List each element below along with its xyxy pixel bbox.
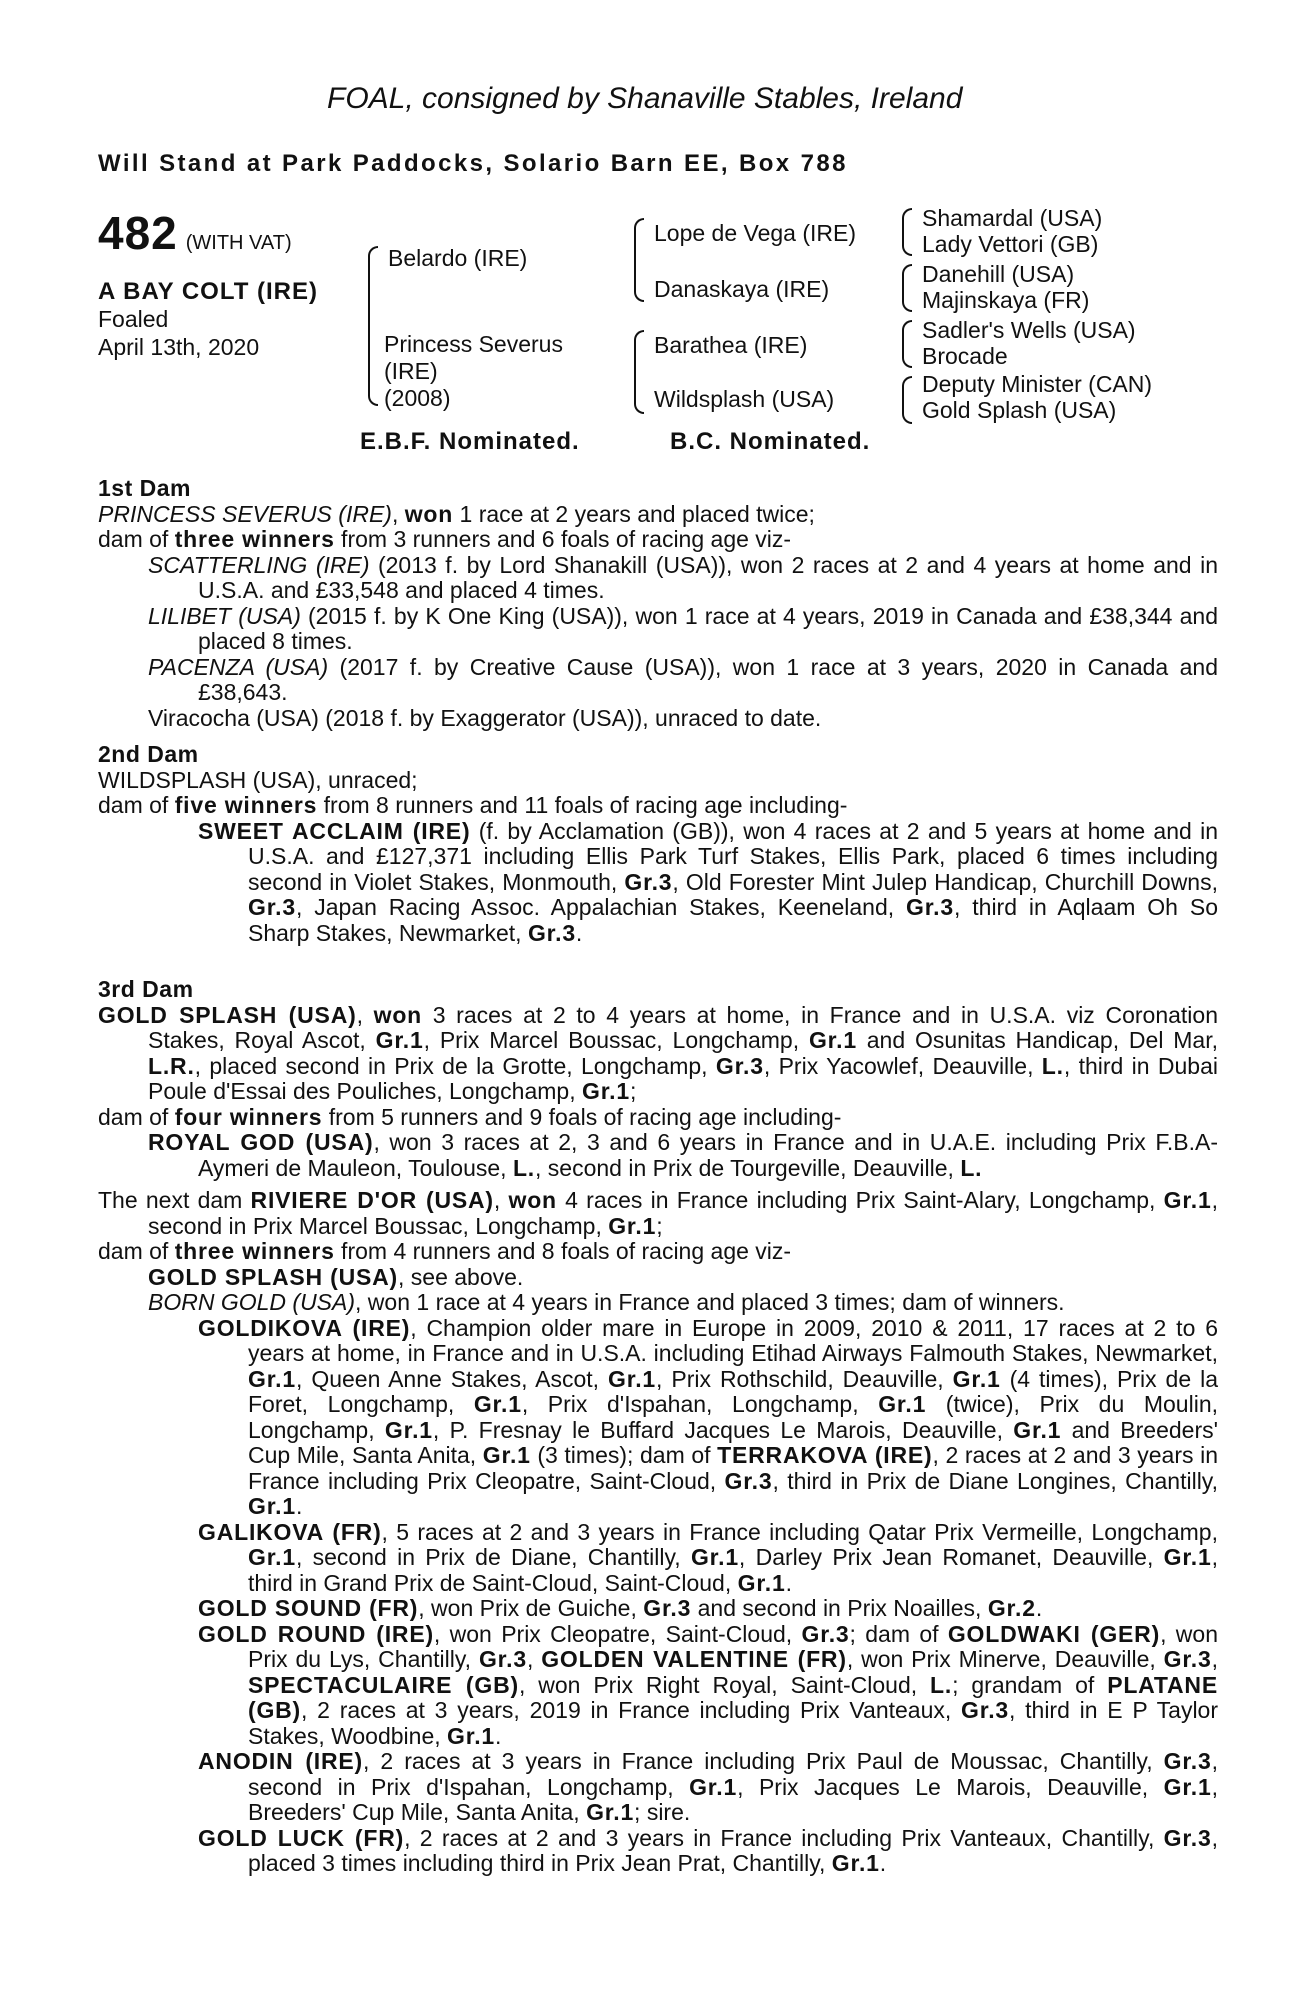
next-dam-produce: dam of three winners from 4 runners and 8 foals of racing age viz- — [98, 1238, 792, 1264]
second-dam-section — [98, 742, 1218, 946]
sire-name: Belardo (IRE) — [388, 245, 528, 271]
produce-item: PACENZA (USA) (2017 f. by Creative Cause (USA)), won 1 race at 3 years, 2020 in Canada and £38,643. — [148, 653, 1218, 705]
third-dam-title: 3rd Dam — [98, 976, 194, 1002]
brace-col3b — [902, 264, 912, 312]
gg-8: Gold Splash (USA) — [922, 397, 1117, 423]
brace-col2b — [634, 330, 644, 414]
lot-heading — [98, 206, 292, 260]
foaled-label: Foaled — [98, 306, 169, 332]
next-dam-section — [98, 1188, 1218, 1877]
gg-5: Sadler's Wells (USA) — [922, 317, 1136, 343]
dam-name-line1: Princess Severus — [384, 331, 563, 357]
gg-1: Shamardal (USA) — [922, 205, 1103, 231]
first-dam-produce: dam of three winners from 3 runners and 6 foals of racing age viz- — [98, 526, 792, 552]
bc-nominated: B.C. Nominated. — [670, 428, 871, 455]
foaled-date: April 13th, 2020 — [98, 334, 260, 360]
brace-col3c — [902, 320, 912, 368]
gg-3: Danehill (USA) — [922, 261, 1075, 287]
second-dam-produce: dam of five winners from 8 runners and 11 foals of racing age including- — [98, 792, 848, 818]
consignment-line: FOAL, consigned by Shanaville Stables, Ireland — [327, 82, 963, 115]
ebf-nominated: E.B.F. Nominated. — [360, 428, 580, 455]
produce-item: LILIBET (USA) (2015 f. by K One King (USA)), won 1 race at 4 years, 2019 in Canada and £38,344 and placed 8 times. — [148, 602, 1218, 654]
gg-7: Deputy Minister (CAN) — [922, 371, 1153, 397]
brace-col2a — [634, 218, 644, 302]
sire-sire: Lope de Vega (IRE) — [654, 220, 857, 246]
produce-item: GALIKOVA (FR), 5 races at 2 and 3 years in France including Qatar Prix Vermeille, Longchamp, Gr.1, second in Prix de Diane, Chantilly, Gr.1, Darley Prix Jean Romanet, Deauville, Gr.1, third in Grand Prix de Saint-Cloud, Saint-Cloud, Gr.1. — [198, 1518, 1218, 1596]
produce-item: GOLD SOUND (FR), won Prix de Guiche, Gr.3 and second in Prix Noailles, Gr.2. — [198, 1595, 1043, 1621]
dam-name-line2: (IRE) — [384, 358, 438, 384]
dam-name-line3: (2008) — [384, 385, 451, 411]
lot-number: 482 — [98, 207, 178, 259]
produce-item: GOLD LUCK (FR), 2 races at 2 and 3 years in France including Prix Vanteaux, Chantilly, Gr.3, placed 3 times including third in Prix Jean Prat, Chantilly, Gr.1. — [198, 1824, 1218, 1876]
produce-item: GOLDIKOVA (IRE), Champion older mare in Europe in 2009, 2010 & 2011, 17 races at 2 to 6 years at home, in France and in U.S.A. including Etihad Airways Falmouth Stakes, Newmarket, Gr.1, Queen Anne Stakes, Ascot, Gr.1, Prix Rothschild, Deauville, Gr.1 (4 times), Prix de la Foret, Longchamp, Gr.1, Prix d'Ispahan, Longchamp, Gr.1 (twice), Prix du Moulin, Longchamp, Gr.1, P. Fresnay le Buffard Jacques Le Marois, Deauville, Gr.1 and Breeders' Cup Mile, Santa Anita, Gr.1 (3 times); dam of TERRAKOVA (IRE), 2 races at 2 and 3 years in France including Prix Cleopatre, Saint-Cloud, Gr.3, third in Prix de Diane Longines, Chantilly, Gr.1. — [198, 1314, 1219, 1519]
produce-item: ROYAL GOD (USA), won 3 races at 2, 3 and 6 years in France and in U.A.E. including Prix F.B.A-Aymeri de Mauleon, Toulouse, L., second in Prix de Tourgeville, Deauville, L. — [148, 1129, 1218, 1181]
next-dam-text: The next dam RIVIERE D'OR (USA), won 4 races in France including Prix Saint-Alary, Longchamp, Gr.1, second in Prix Marcel Boussac, Longchamp, Gr.1; — [98, 1187, 1218, 1239]
produce-item: Viracocha (USA) (2018 f. by Exaggerator (USA)), unraced to date. — [148, 704, 822, 731]
gg-2: Lady Vettori (GB) — [922, 231, 1099, 257]
dam-sire: Barathea (IRE) — [654, 332, 808, 358]
brace-col1 — [368, 246, 378, 406]
vat-note: (WITH VAT) — [185, 232, 292, 254]
first-dam-text: PRINCESS SEVERUS (IRE), won 1 race at 2 years and placed twice; — [98, 500, 815, 527]
sire-dam: Danaskaya (IRE) — [654, 276, 830, 302]
produce-item: GOLD ROUND (IRE), won Prix Cleopatre, Saint-Cloud, Gr.3; dam of GOLDWAKI (GER), won Prix du Lys, Chantilly, Gr.3, GOLDEN VALENTINE (FR), won Prix Minerve, Deauville, Gr.3, SPECTACULAIRE (GB), won Prix Right Royal, Saint-Cloud, L.; grandam of PLATANE (GB), 2 races at 3 years, 2019 in France including Prix Vanteaux, Gr.3, third in E P Taylor Stakes, Woodbine, Gr.1. — [198, 1620, 1219, 1749]
lot-title: A BAY COLT (IRE) — [98, 278, 319, 305]
brace-col3a — [902, 208, 912, 256]
produce-item: BORN GOLD (USA), won 1 race at 4 years in France and placed 3 times; dam of winners. — [148, 1289, 1065, 1315]
brace-col3d — [902, 376, 912, 424]
gg-6: Brocade — [922, 343, 1008, 369]
produce-item: ANODIN (IRE), 2 races at 3 years in France including Prix Paul de Moussac, Chantilly, Gr.3, second in Prix d'Ispahan, Longchamp, Gr.1, Prix Jacques Le Marois, Deauville, Gr.1, Breeders' Cup Mile, Santa Anita, Gr.1; sire. — [198, 1748, 1218, 1825]
produce-item: SCATTERLING (IRE) (2013 f. by Lord Shanakill (USA)), won 2 races at 2 and 4 years at home and in U.S.A. and £33,548 and placed 4 times. — [148, 551, 1218, 603]
gg-4: Majinskaya (FR) — [922, 287, 1090, 313]
dam-dam: Wildsplash (USA) — [654, 386, 835, 412]
third-dam-section — [98, 977, 1218, 1181]
first-dam-section — [98, 476, 1218, 731]
stand-location: Will Stand at Park Paddocks, Solario Barn EE, Box 788 — [98, 150, 848, 177]
second-dam-title: 2nd Dam — [98, 741, 199, 767]
third-dam-produce: dam of four winners from 5 runners and 9 foals of racing age including- — [98, 1103, 842, 1130]
third-dam-text: GOLD SPLASH (USA), won 3 races at 2 to 4 years at home, in France and in U.S.A. viz Coronation Stakes, Royal Ascot, Gr.1, Prix Marcel Boussac, Longchamp, Gr.1 and Osunitas Handicap, Del Mar, L.R., placed second in Prix de la Grotte, Longchamp, Gr.3, Prix Yacowlef, Deauville, L., third in Dubai Poule d'Essai des Pouliches, Longchamp, Gr.1; — [98, 1001, 1219, 1104]
produce-item: GOLD SPLASH (USA), see above. — [148, 1263, 524, 1290]
second-dam-text: WILDSPLASH (USA), unraced; — [98, 766, 418, 793]
produce-item: SWEET ACCLAIM (IRE) (f. by Acclamation (GB)), won 4 races at 2 and 5 years at home and in U.S.A. and £127,371 including Ellis Park Turf Stakes, Ellis Park, placed 6 times including second in Violet Stakes, Monmouth, Gr.3, Old Forester Mint Julep Handicap, Churchill Downs, Gr.3, Japan Racing Assoc. Appalachian Stakes, Keeneland, Gr.3, third in Aqlaam Oh So Sharp Stakes, Newmarket, Gr.3. — [198, 817, 1218, 946]
first-dam-title: 1st Dam — [98, 475, 191, 501]
